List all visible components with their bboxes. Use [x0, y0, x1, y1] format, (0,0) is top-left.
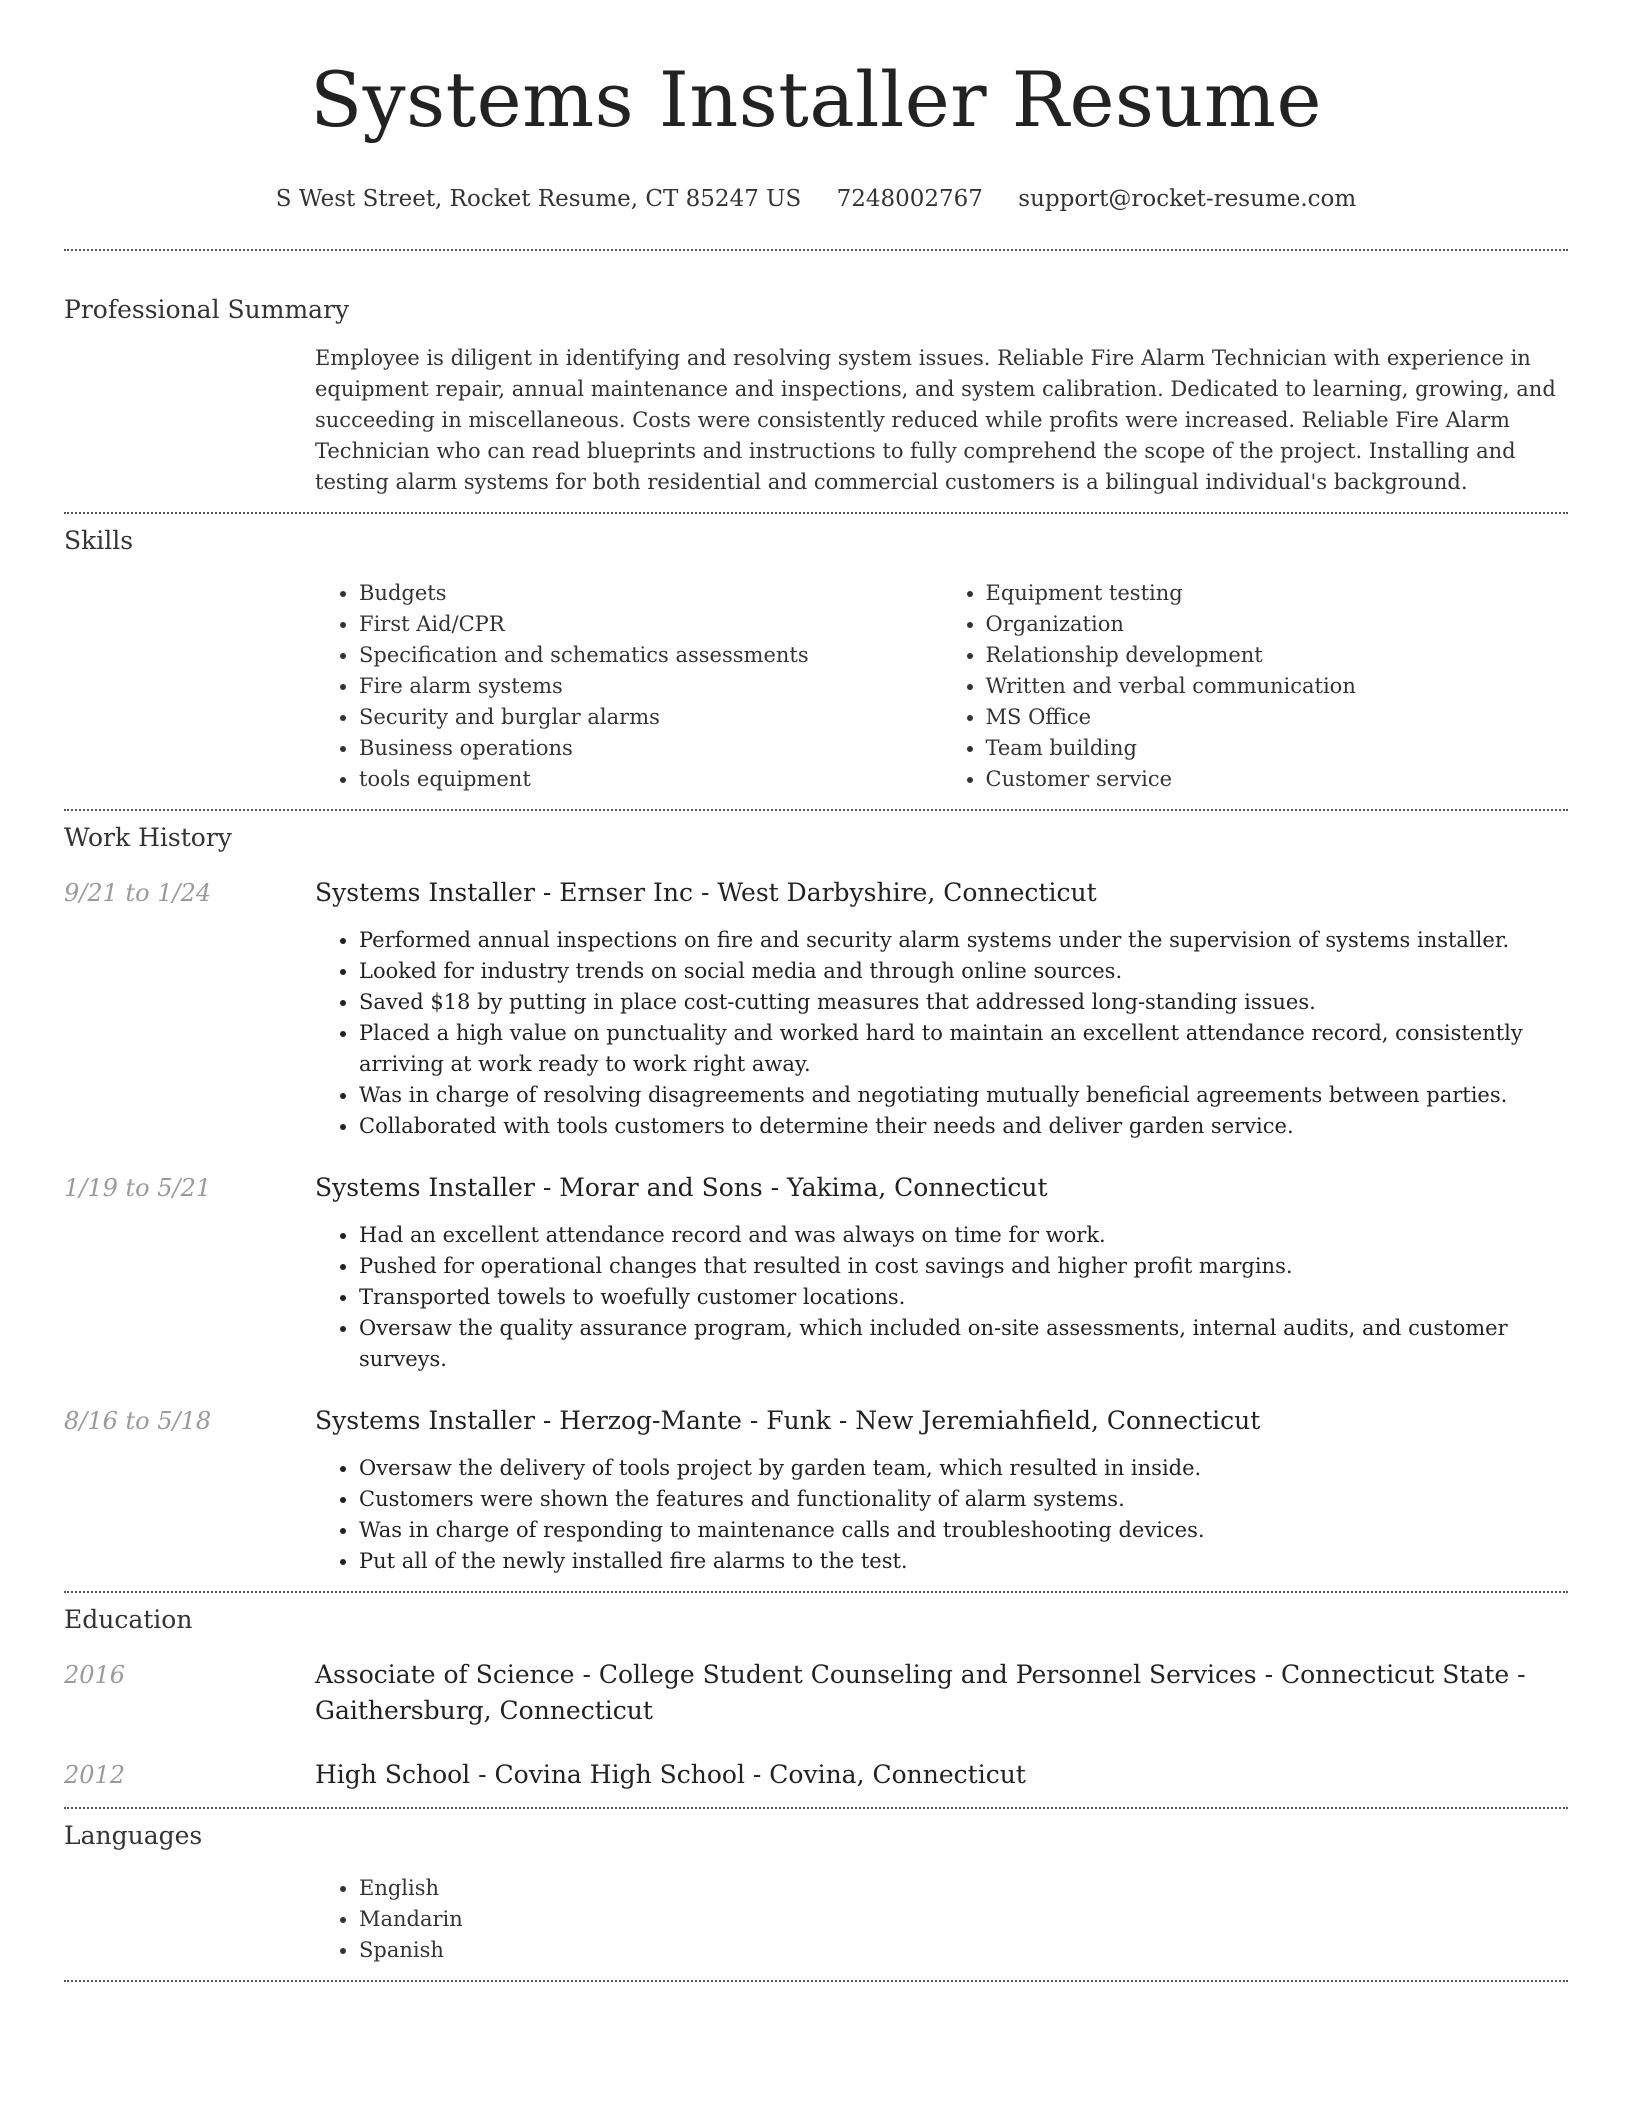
- education-body: [315, 1757, 1568, 1793]
- job-bullet: • Transported towels to woefully customer locations.: [359, 1282, 1568, 1313]
- skill-item: • Written and verbal communication: [986, 671, 1569, 702]
- skill-item: • Specification and schematics assessments: [359, 640, 942, 671]
- job-bullet: • Customers were shown the features and functionality of alarm systems.: [359, 1484, 1568, 1515]
- education-year: 2016: [64, 1661, 126, 1689]
- languages-section: [64, 1819, 1568, 1966]
- language-item: • Mandarin: [359, 1904, 1568, 1935]
- job-dates: 1/19 to 5/21: [64, 1174, 212, 1202]
- job-title: Systems Installer - Ernser Inc - West Darbyshire, Connecticut: [315, 878, 1097, 907]
- job-dates: 9/21 to 1/24: [64, 879, 212, 907]
- skills-list: [315, 578, 1568, 795]
- job-bullets: [315, 925, 1568, 1142]
- job-body: [315, 1170, 1568, 1375]
- education-body: [315, 1657, 1568, 1729]
- education-items: [64, 1657, 1568, 1793]
- summary-text: Employee is diligent in identifying and resolving system issues. Reliable Fire Alarm Technician with experience in equipment repair, annual maintenance and inspections, and system calibration. Dedicated to learning, growing, and succeeding in miscellaneous. Costs were consistently reduced while profits were increased. Reliable Fire Alarm Technician who can read blueprints and instructions to fully comprehend the scope of the project. Installing and testing alarm systems for both residential and commercial customers is a bilingual individual's background.: [315, 346, 1556, 494]
- section-heading-education: Education: [64, 1605, 193, 1634]
- job-bullet: • Had an excellent attendance record and was always on time for work.: [359, 1220, 1568, 1251]
- contact-phone: 7248002767: [836, 186, 983, 212]
- skill-item: • Organization: [986, 609, 1569, 640]
- section-heading-skills: Skills: [64, 526, 134, 555]
- divider: [64, 512, 1568, 514]
- skills-column-left: [315, 578, 942, 795]
- languages-content: [315, 1873, 1568, 1966]
- education-year: 2012: [64, 1761, 126, 1789]
- job-body: [315, 875, 1568, 1142]
- education-entry: [64, 1757, 1568, 1793]
- work-section: [64, 821, 1568, 1577]
- skill-item: • First Aid/CPR: [359, 609, 942, 640]
- job-bullet: • Collaborated with tools customers to determine their needs and deliver garden service.: [359, 1111, 1568, 1142]
- job-bullet: • Put all of the newly installed fire alarms to the test.: [359, 1546, 1568, 1577]
- job-title: Systems Installer - Morar and Sons - Yakima, Connecticut: [315, 1173, 1048, 1202]
- contact-line: [64, 184, 1568, 214]
- section-heading-work: Work History: [64, 823, 232, 852]
- skill-item: • Security and burglar alarms: [359, 702, 942, 733]
- job-bullet: • Looked for industry trends on social media and through online sources.: [359, 956, 1568, 987]
- skill-item: • Team building: [986, 733, 1569, 764]
- education-entry: [64, 1657, 1568, 1729]
- divider: [64, 1980, 1568, 1982]
- contact-address: S West Street, Rocket Resume, CT 85247 US: [275, 186, 802, 212]
- languages-list: [315, 1873, 1568, 1966]
- education-section: [64, 1603, 1568, 1793]
- job-entry: [64, 1170, 1568, 1375]
- job-entry: [64, 875, 1568, 1142]
- education-title: High School - Covina High School - Covina, Connecticut: [315, 1760, 1026, 1789]
- summary-section: [64, 293, 1568, 498]
- job-bullet: • Was in charge of responding to maintenance calls and troubleshooting devices.: [359, 1515, 1568, 1546]
- divider: [64, 249, 1568, 251]
- skills-section: [64, 524, 1568, 795]
- skill-item: • Relationship development: [986, 640, 1569, 671]
- education-title: Associate of Science - College Student Counseling and Personnel Services - Connecticut State - Gaithersburg, Connecticut: [315, 1660, 1526, 1725]
- work-jobs: [64, 875, 1568, 1577]
- skill-item: • Fire alarm systems: [359, 671, 942, 702]
- job-bullets: [315, 1220, 1568, 1375]
- job-bullet: • Saved $18 by putting in place cost-cutting measures that addressed long-standing issues.: [359, 987, 1568, 1018]
- job-bullet: • Oversaw the delivery of tools project by garden team, which resulted in inside.: [359, 1453, 1568, 1484]
- divider: [64, 809, 1568, 811]
- divider: [64, 1591, 1568, 1593]
- skill-item: • Budgets: [359, 578, 942, 609]
- job-body: [315, 1403, 1568, 1577]
- job-bullet: • Pushed for operational changes that resulted in cost savings and higher profit margins.: [359, 1251, 1568, 1282]
- job-dates: 8/16 to 5/18: [64, 1407, 212, 1435]
- job-entry: [64, 1403, 1568, 1577]
- job-title: Systems Installer - Herzog-Mante - Funk - New Jeremiahfield, Connecticut: [315, 1406, 1261, 1435]
- section-heading-summary: Professional Summary: [64, 295, 350, 324]
- job-bullet: • Performed annual inspections on fire and security alarm systems under the supervision of systems installer.: [359, 925, 1568, 956]
- skill-item: • Customer service: [986, 764, 1569, 795]
- contact-email: support@rocket-resume.com: [1018, 186, 1357, 212]
- job-bullet: • Oversaw the quality assurance program, which included on-site assessments, internal audits, and customer surveys.: [359, 1313, 1568, 1375]
- skills-column-right: [942, 578, 1569, 795]
- language-item: • Spanish: [359, 1935, 1568, 1966]
- skill-item: • Equipment testing: [986, 578, 1569, 609]
- summary-content: [315, 343, 1568, 498]
- job-bullet: • Placed a high value on punctuality and worked hard to maintain an excellent attendance record, consistently arriving at work ready to work right away.: [359, 1018, 1568, 1080]
- skill-item: • Business operations: [359, 733, 942, 764]
- skill-item: • MS Office: [986, 702, 1569, 733]
- language-item: • English: [359, 1873, 1568, 1904]
- skill-item: • tools equipment: [359, 764, 942, 795]
- page-title: Systems Installer Resume: [310, 55, 1322, 144]
- divider: [64, 1807, 1568, 1809]
- section-heading-languages: Languages: [64, 1821, 203, 1850]
- job-bullets: [315, 1453, 1568, 1577]
- job-bullet: • Was in charge of resolving disagreements and negotiating mutually beneficial agreements between parties.: [359, 1080, 1568, 1111]
